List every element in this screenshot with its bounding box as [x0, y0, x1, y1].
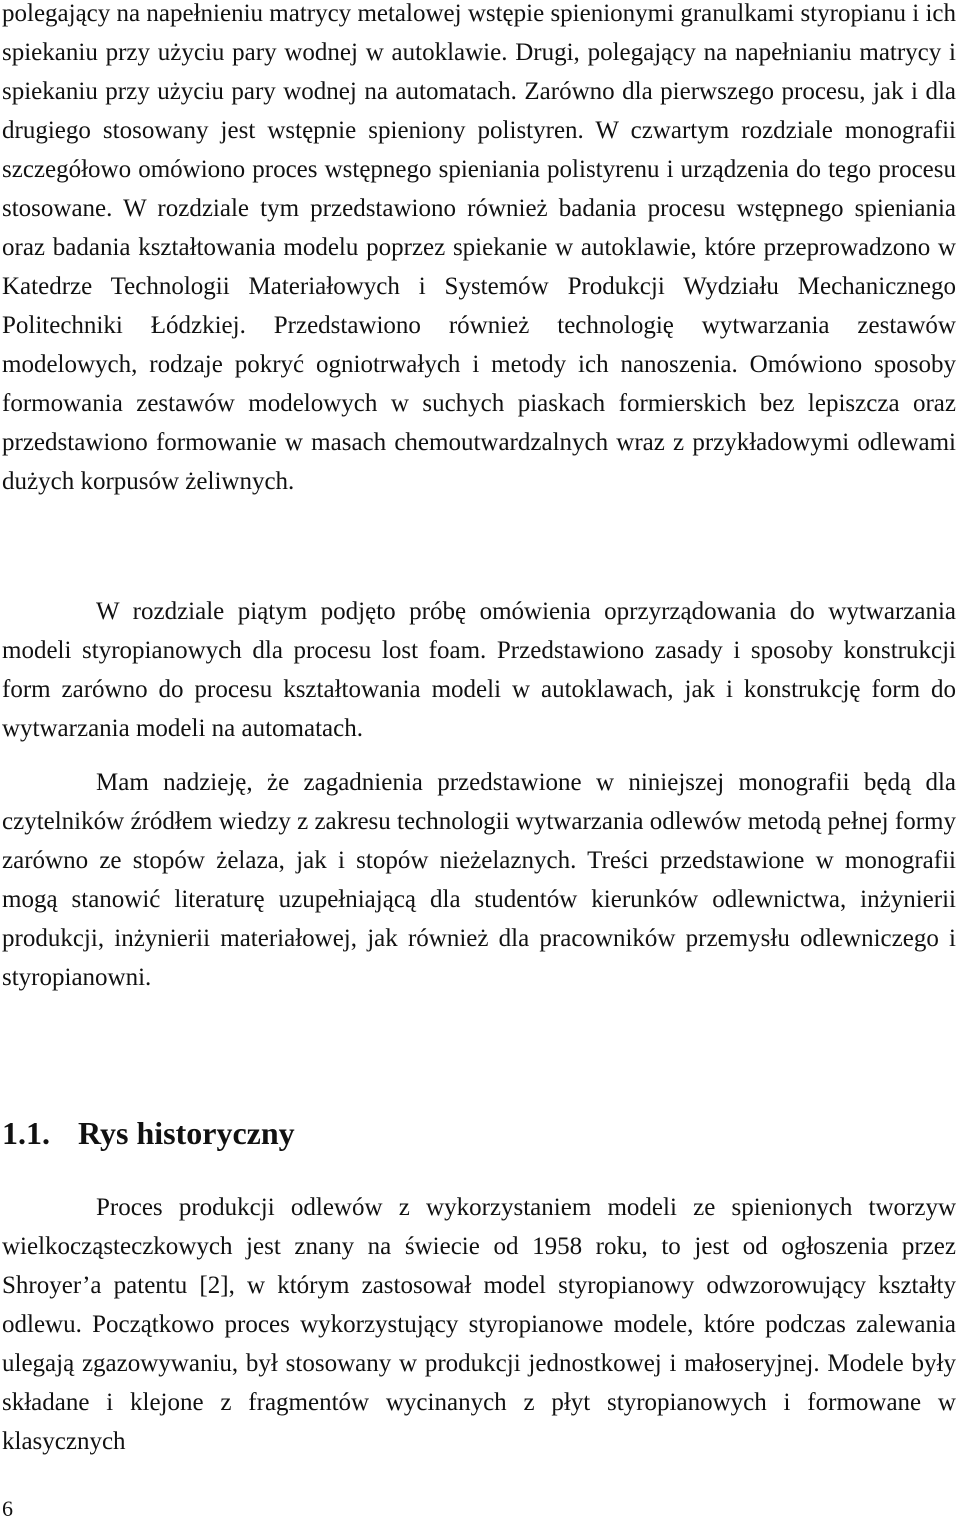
paragraph-tooling: W rozdziale piątym podjęto próbę omówienia oprzyrządowania do wytwarzania modeli styropianowych dla procesu lost foam. Przedstawiono zasady i sposoby konstrukcji form zarówno do procesu kształtowania modeli w autoklawach, jak i konstrukcję form do wytwarzania modeli na automatach.: [2, 598, 956, 742]
page-number: 6: [2, 1496, 13, 1521]
section-number: 1.1.: [2, 1115, 50, 1151]
paragraph-closing-remarks: Mam nadzieję, że zagadnienia przedstawione w niniejszej monografii będą dla czytelników źródłem wiedzy z zakresu technologii wytwarzania odlewów metodą pełnej formy zarówno ze stopów żelaza, jak i stopów nieżelaznych. Treści przedstawione w monografii mogą stanowić literaturę uzupełniającą dla studentów kierunków odlewnictwa, inżynierii produkcji, inżynierii materiałowej, jak również dla pracowników przemysłu odlewniczego i styropianowni.: [2, 769, 956, 991]
paragraph-history: Proces produkcji odlewów z wykorzystaniem modeli ze spienionych tworzyw wielkocząsteczkowych jest znany na świecie od 1958 roku, to jest od ogłoszenia przez Shroyer’a patentu [2], w którym zastosował model styropianowy odwzorowujący kształty odlewu. Początkowo proces wykorzystujący styropianowe modele, które podczas zalewania ulegają zgazowywaniu, był stosowany w produkcji jednostkowej i małoseryjnej. Modele były składane i klejone z fragmentów wycinanych z płyt styropianowych i formowane w klasycznych: [2, 1194, 956, 1455]
section-heading: [2, 1111, 295, 1155]
paragraph-preliminary-foaming: polegający na napełnieniu matrycy metalowej wstępie spienionymi granulkami styropianu i ich spiekaniu przy użyciu pary wodnej w autoklawie. Drugi, polegający na napełnianiu matrycy i spiekaniu przy użyciu pary wodnej na automatach. Zarówno dla pierwszego procesu, jak i dla drugiego stosowany jest wstępnie spieniony polistyren. W czwartym rozdziale monografii szczegółowo omówiono proces wstępnego spieniania polistyrenu i urządzenia do tego procesu stosowane. W rozdziale tym przedstawiono również badania procesu wstępnego spieniania oraz badania kształtowania modelu poprzez spiekanie w autoklawie, które przeprowadzono w Katedrze Technologii Materiałowych i Systemów Produkcji Wydziału Mechanicznego Politechniki Łódzkiej. Przedstawiono również technologię wytwarzania zestawów modelowych, rodzaje pokryć ogniotrwałych i metody ich nanoszenia. Omówiono sposoby formowania zestawów modelowych w suchych piaskach formierskich bez lepiszcza oraz przedstawiono formowanie w masach chemoutwardzalnych wraz z przykładowymi odlewami dużych korpusów żeliwnych.: [2, 0, 956, 495]
section-title: Rys historyczny: [78, 1115, 295, 1151]
